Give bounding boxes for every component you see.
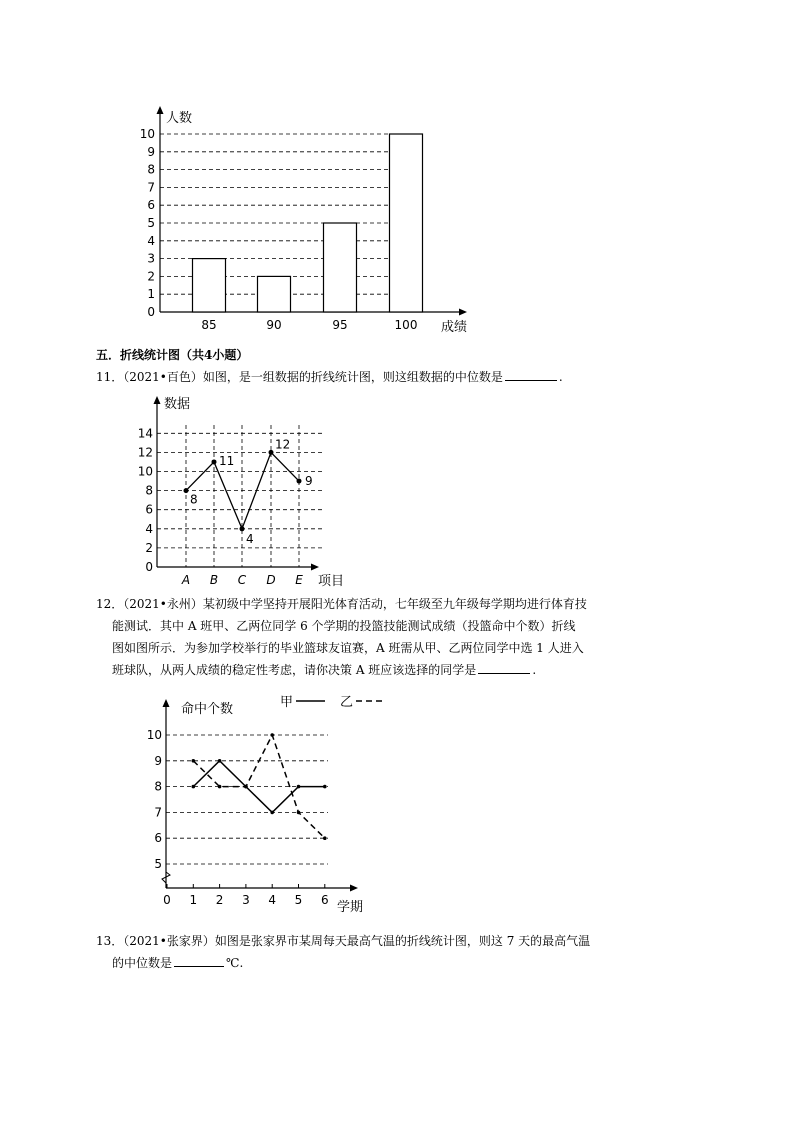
bar-chart-scores xyxy=(0,0,794,345)
data-point xyxy=(184,488,189,493)
x-tick-label: 2 xyxy=(215,893,224,907)
data-point xyxy=(297,811,301,815)
data-point xyxy=(218,785,222,789)
x-axis-title: 成绩 xyxy=(441,320,468,335)
y-tick-label: 14 xyxy=(137,426,153,441)
x-tick-label: A xyxy=(181,573,191,587)
bar xyxy=(258,276,291,312)
x-tick-label: E xyxy=(295,573,303,587)
x-tick-label: 100 xyxy=(394,318,418,332)
data-point xyxy=(240,526,245,531)
x-tick-label: 0 xyxy=(163,893,171,907)
x-tick-label: 4 xyxy=(268,893,277,907)
x-tick-label: D xyxy=(266,573,276,587)
x-tick-label: C xyxy=(237,573,247,587)
data-point xyxy=(192,785,196,789)
y-tick-label: 4 xyxy=(145,521,153,536)
y-tick-label: 4 xyxy=(147,233,155,248)
y-tick-label: 5 xyxy=(147,216,155,230)
line-chart-items xyxy=(0,390,794,590)
x-tick-label: B xyxy=(209,573,219,587)
x-tick-label: 5 xyxy=(294,893,303,907)
data-point xyxy=(218,759,222,763)
y-tick-label: 3 xyxy=(147,251,155,266)
y-tick-label: 10 xyxy=(137,464,153,479)
data-point xyxy=(297,479,302,484)
question-13-text: 的中位数是 xyxy=(112,956,173,970)
y-axis-title: 命中个数 xyxy=(181,702,234,717)
question-11-text: 11．（2021•百色）如图，是一组数据的折线统计图，则这组数据的中位数是 xyxy=(96,370,503,384)
answer-blank-11[interactable] xyxy=(505,367,557,381)
x-tick-label: 3 xyxy=(242,893,250,907)
x-axis-title: 项目 xyxy=(318,574,345,589)
question-12-text: 班球队，从两人成绩的稳定性考虑，请你决策 A 班应该选择的同学是 xyxy=(112,663,477,677)
data-point xyxy=(244,785,248,789)
y-tick-label: 9 xyxy=(154,753,162,768)
data-point xyxy=(212,459,217,464)
y-axis-arrow xyxy=(154,396,161,404)
legend-label: 甲 xyxy=(280,695,294,710)
y-axis-title: 数据 xyxy=(164,397,191,412)
y-tick-label: 0 xyxy=(145,560,153,574)
question-12-line-3: 图如图所示．为参加学校举行的毕业篮球友谊赛，A 班需从甲、乙两位同学中选 1 人进入 xyxy=(112,641,584,655)
data-point xyxy=(297,785,301,789)
x-axis-title: 学期 xyxy=(337,900,364,915)
question-12-line-2: 能测试．其中 A 班甲、乙两位同学 6 个学期的投篮技能测试成绩（投篮命中个数）折线 xyxy=(112,619,576,633)
y-tick-label: 1 xyxy=(147,287,155,302)
data-label: 9 xyxy=(305,474,313,489)
y-tick-label: 8 xyxy=(154,779,162,794)
data-point xyxy=(323,785,327,789)
question-12-end: . xyxy=(532,663,537,677)
y-tick-label: 10 xyxy=(139,127,155,141)
line-chart-shooting xyxy=(0,685,794,920)
x-axis-arrow xyxy=(459,309,467,316)
y-tick-label: 10 xyxy=(146,728,162,742)
legend-label: 乙 xyxy=(340,695,354,710)
question-13-end: ℃. xyxy=(226,956,244,970)
y-tick-label: 2 xyxy=(145,540,153,555)
x-axis-arrow xyxy=(311,564,319,571)
y-tick-label: 8 xyxy=(147,162,155,177)
x-tick-label: 85 xyxy=(201,318,217,332)
data-point xyxy=(270,811,274,815)
y-tick-label: 6 xyxy=(147,198,155,213)
data-point xyxy=(270,733,274,737)
bar xyxy=(390,134,423,312)
question-13-line-2 xyxy=(112,952,243,974)
answer-blank-12[interactable] xyxy=(478,660,530,674)
data-point xyxy=(192,759,196,763)
question-11-end: . xyxy=(558,370,563,384)
x-tick-label: 95 xyxy=(332,318,348,332)
answer-blank-13[interactable] xyxy=(174,953,224,967)
y-tick-label: 7 xyxy=(147,180,155,195)
y-tick-label: 12 xyxy=(137,445,153,460)
y-tick-label: 6 xyxy=(145,502,153,517)
y-tick-label: 6 xyxy=(154,831,162,846)
y-axis-arrow xyxy=(157,106,164,114)
question-12-line-1: 12．（2021•永州）某初级中学坚持开展阳光体育活动，七年级至九年级每学期均进行体育技 xyxy=(96,597,587,611)
section-heading: 五．折线统计图（共4小题） xyxy=(96,348,249,362)
x-axis-arrow xyxy=(350,885,358,892)
data-label: 11 xyxy=(219,453,235,468)
data-point xyxy=(269,450,274,455)
x-tick-label: 90 xyxy=(266,318,282,332)
y-tick-label: 0 xyxy=(147,305,155,319)
data-point xyxy=(323,836,327,840)
bar xyxy=(324,223,357,312)
y-tick-label: 8 xyxy=(145,483,153,498)
x-tick-label: 6 xyxy=(320,893,329,907)
x-tick-label: 1 xyxy=(189,893,198,907)
question-11 xyxy=(96,366,563,388)
y-tick-label: 5 xyxy=(154,857,162,871)
y-axis-arrow xyxy=(163,699,170,707)
y-tick-label: 7 xyxy=(154,805,162,820)
y-axis-title: 人数 xyxy=(166,111,193,126)
data-label: 8 xyxy=(190,492,198,507)
y-tick-label: 9 xyxy=(147,144,155,159)
y-tick-label: 2 xyxy=(147,269,155,284)
data-label: 12 xyxy=(275,437,291,452)
question-13-line-1: 13．（2021•张家界）如图是张家界市某周每天最高气温的折线统计图，则这 7 天的最高气温 xyxy=(96,934,591,948)
question-12-line-4 xyxy=(112,659,536,681)
bar xyxy=(193,259,226,312)
data-label: 4 xyxy=(246,531,254,546)
